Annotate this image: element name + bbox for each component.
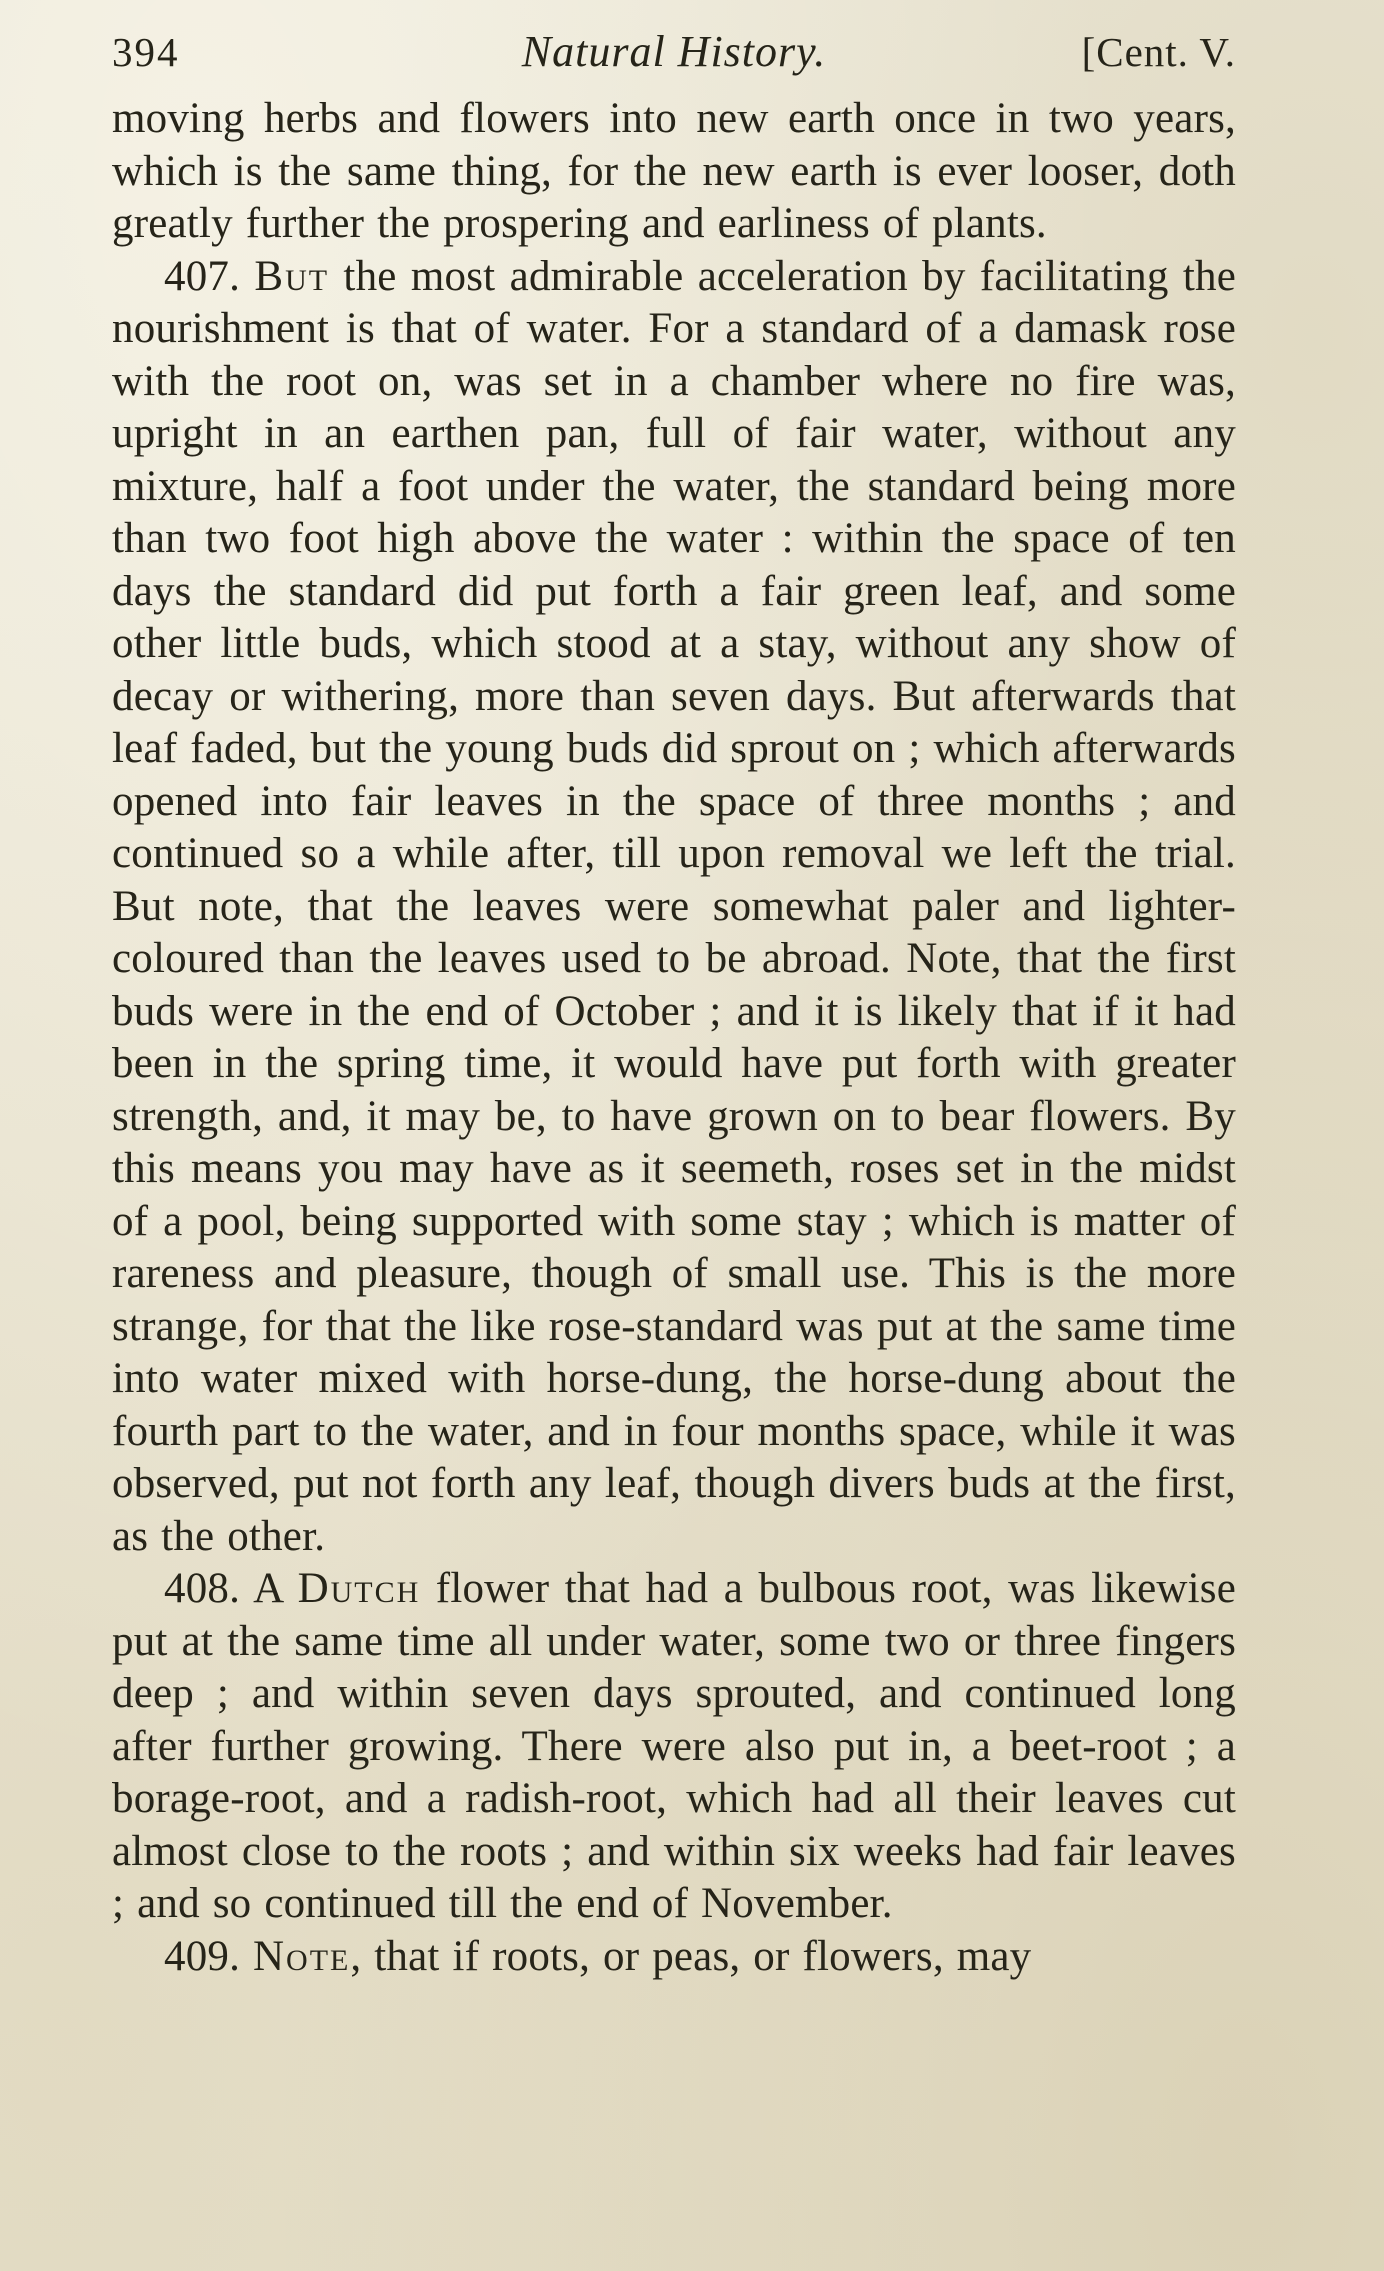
smallcaps-word: But bbox=[254, 252, 330, 300]
paragraph-text: the most admirable acceleration by facilitating the nourishment is that of water. For a standard of a damask rose with the root on, was set in a chamber where no fire was, upright in an earthen pan, full of fair water, without any mixture, half a foot under the water, the standard being more than two foot high above the water : within the space of ten days the standard did put forth a fair green leaf, and some other little buds, which stood at a stay, without any show of decay or withering, more than seven days. But afterwards that leaf faded, but the young buds did sprout on ; which afterwards opened into fair leaves in the space of three months ; and continued so a while after, till upon removal we left the trial. But note, that the leaves were somewhat paler and lighter-coloured than the leaves used to be abroad. Note, that the first buds were in the end of October ; and it is likely that if it had been in the spring time, it would have put forth with greater strength, and, it may be, to have grown on to bear flowers. By this means you may have as it seemeth, roses set in the midst of a pool, being supported with some stay ; which is matter of rareness and pleasure, though of small use. This is the more strange, for that the like rose-standard was put at the same time into water mixed with horse-dung, the horse-dung about the fourth part to the water, and in four months space, while it was observed, put not forth any leaf, though divers buds at the first, as the other. bbox=[112, 252, 1237, 1560]
smallcaps-word: Dutch bbox=[297, 1565, 421, 1612]
paragraph-number: 407. bbox=[164, 252, 255, 300]
page-number: 394 bbox=[112, 29, 180, 75]
running-title: Natural History. bbox=[521, 27, 827, 76]
section-label: [Cent. V. bbox=[1081, 29, 1236, 75]
paragraph-409 bbox=[112, 1931, 1236, 1984]
paragraph-text: moving herbs and flowers into new earth once in two years, which is the same thing, for the new earth is ever looser, doth greatly further the prospering and earliness of plants. bbox=[112, 95, 1236, 247]
paragraph-number: 408. A bbox=[164, 1565, 298, 1612]
page-body bbox=[112, 93, 1236, 1983]
paragraph-407 bbox=[112, 251, 1236, 1564]
paragraph-text: flower that had a bulbous root, was likewise put at the same time all under water, some two or three fingers deep ; and within seven days sprouted, and continued long after further growing. There were also put in, a beet-root ; a borage-root, and a radish-root, which had all their leaves cut almost close to the roots ; and within six weeks had fair leaves ; and so continued till the end of November. bbox=[112, 1565, 1236, 1927]
running-head bbox=[112, 26, 1236, 77]
smallcaps-word: Note bbox=[253, 1932, 351, 1980]
paragraph-text: , that if roots, or peas, or flowers, may bbox=[350, 1932, 1032, 1980]
paragraph-408 bbox=[112, 1563, 1236, 1931]
paragraph-continuation bbox=[112, 93, 1236, 251]
paragraph-number: 409. bbox=[164, 1932, 253, 1980]
